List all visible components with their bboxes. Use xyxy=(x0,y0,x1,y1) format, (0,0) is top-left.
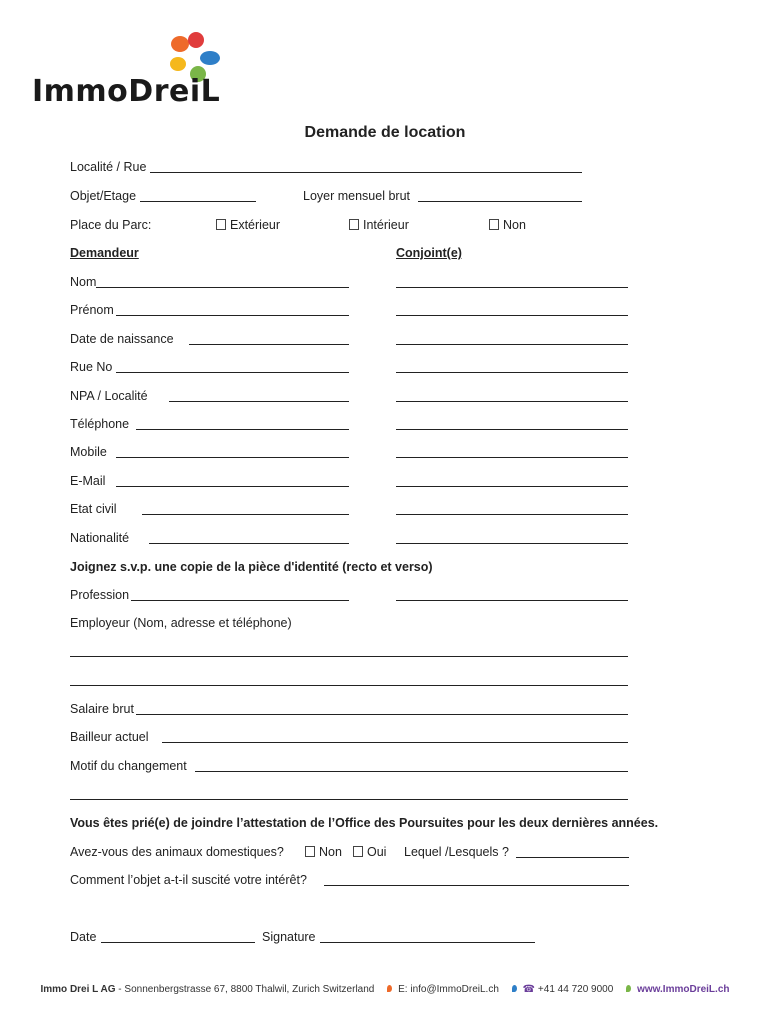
person-field-3-demandeur-input[interactable] xyxy=(116,372,349,373)
salaire-label: Salaire brut xyxy=(70,702,134,716)
date-label: Date xyxy=(70,930,97,944)
motif-label: Motif du changement xyxy=(70,759,187,773)
footer-company: Immo Drei L AG xyxy=(40,984,116,995)
localite-rue-label: Localité / Rue xyxy=(70,160,147,174)
footer-email[interactable]: E: info@ImmoDreiL.ch xyxy=(398,984,499,995)
checkbox-animaux-non[interactable]: Non xyxy=(305,845,342,859)
person-field-5-conjoint-input[interactable] xyxy=(396,429,628,430)
person-field-1-label: Prénom xyxy=(70,303,114,317)
person-field-6-label: Mobile xyxy=(70,445,107,459)
profession-field-demandeur[interactable] xyxy=(131,600,349,601)
footer-leaf-icon xyxy=(626,985,631,992)
person-field-1-demandeur-input[interactable] xyxy=(116,315,349,316)
person-field-4-demandeur-input[interactable] xyxy=(169,401,349,402)
footer xyxy=(0,984,770,995)
localite-rue-field[interactable] xyxy=(150,172,582,173)
profession-label: Profession xyxy=(70,588,130,602)
interet-field[interactable] xyxy=(324,885,629,886)
employeur-label: Employeur (Nom, adresse et téléphone) xyxy=(70,616,292,630)
checkbox-animaux-oui[interactable]: Oui xyxy=(353,845,386,859)
footer-address: - Sonnenbergstrasse 67, 8800 Thalwil, Zurich Switzerland xyxy=(115,984,375,995)
person-field-0-conjoint-input[interactable] xyxy=(396,287,628,288)
person-field-6-demandeur-input[interactable] xyxy=(116,457,349,458)
person-field-6-conjoint-input[interactable] xyxy=(396,457,628,458)
lequel-field[interactable] xyxy=(516,857,629,858)
person-field-3-conjoint-input[interactable] xyxy=(396,372,628,373)
person-field-8-label: Etat civil xyxy=(70,502,117,516)
footer-phone-icon: ☎ xyxy=(522,984,536,995)
loyer-label: Loyer mensuel brut xyxy=(303,189,411,203)
person-field-4-label: NPA / Localité xyxy=(70,389,148,403)
profession-field-conjoint[interactable] xyxy=(396,600,628,601)
objet-etage-label: Objet/Etage xyxy=(70,189,137,203)
signature-field[interactable] xyxy=(320,942,535,943)
bailleur-field[interactable] xyxy=(162,742,628,743)
person-field-0-demandeur-input[interactable] xyxy=(96,287,349,288)
footer-pin-icon xyxy=(387,985,392,992)
employeur-field-line-1[interactable] xyxy=(70,656,628,657)
date-field[interactable] xyxy=(101,942,255,943)
person-field-2-conjoint-input[interactable] xyxy=(396,344,628,345)
person-field-3-label: Rue No xyxy=(70,360,113,374)
person-field-8-conjoint-input[interactable] xyxy=(396,514,628,515)
person-field-9-label: Nationalité xyxy=(70,531,130,545)
poursuites-note: Vous êtes prié(e) de joindre l’attestation de l’Office des Poursuites pour les deux dernières années. xyxy=(70,816,659,830)
interet-label: Comment l’objet a-t-il suscité votre intérêt? xyxy=(70,873,307,887)
id-copy-note: Joignez s.v.p. une copie de la pièce d'identité (recto et verso) xyxy=(70,560,433,574)
place-du-parc-label: Place du Parc: xyxy=(70,218,152,232)
loyer-field[interactable] xyxy=(418,201,582,202)
person-field-7-label: E-Mail xyxy=(70,474,106,488)
person-field-9-conjoint-input[interactable] xyxy=(396,543,628,544)
person-field-0-label: Nom xyxy=(70,275,97,289)
person-field-7-conjoint-input[interactable] xyxy=(396,486,628,487)
footer-drop-icon xyxy=(512,985,517,992)
footer-phone: +41 44 720 9000 xyxy=(537,984,614,995)
motif-field[interactable] xyxy=(195,771,628,772)
animaux-question: Avez-vous des animaux domestiques? xyxy=(70,845,284,859)
person-field-2-label: Date de naissance xyxy=(70,332,174,346)
footer-website[interactable]: www.ImmoDreiL.ch xyxy=(637,984,730,995)
person-field-5-demandeur-input[interactable] xyxy=(136,429,349,430)
person-field-1-conjoint-input[interactable] xyxy=(396,315,628,316)
person-field-9-demandeur-input[interactable] xyxy=(149,543,349,544)
person-field-7-demandeur-input[interactable] xyxy=(116,486,349,487)
lequel-label: Lequel /Lesquels ? xyxy=(404,845,509,859)
checkbox-interieur[interactable]: Intérieur xyxy=(349,218,409,232)
salaire-field[interactable] xyxy=(136,714,628,715)
company-logo xyxy=(32,30,272,110)
employeur-field-line-2[interactable] xyxy=(70,685,628,686)
person-field-2-demandeur-input[interactable] xyxy=(189,344,349,345)
motif-field-line-2[interactable] xyxy=(70,799,628,800)
checkbox-parc-non[interactable]: Non xyxy=(489,218,526,232)
checkbox-exterieur[interactable]: Extérieur xyxy=(216,218,280,232)
conjoint-heading: Conjoint(e) xyxy=(396,246,462,260)
person-field-8-demandeur-input[interactable] xyxy=(142,514,349,515)
person-field-4-conjoint-input[interactable] xyxy=(396,401,628,402)
logo-wordmark: ImmoDreiL xyxy=(32,74,221,109)
objet-etage-field[interactable] xyxy=(140,201,256,202)
bailleur-label: Bailleur actuel xyxy=(70,730,149,744)
page-title: Demande de location xyxy=(304,124,466,141)
signature-label: Signature xyxy=(262,930,316,944)
person-field-5-label: Téléphone xyxy=(70,417,130,431)
demandeur-heading: Demandeur xyxy=(70,246,139,260)
